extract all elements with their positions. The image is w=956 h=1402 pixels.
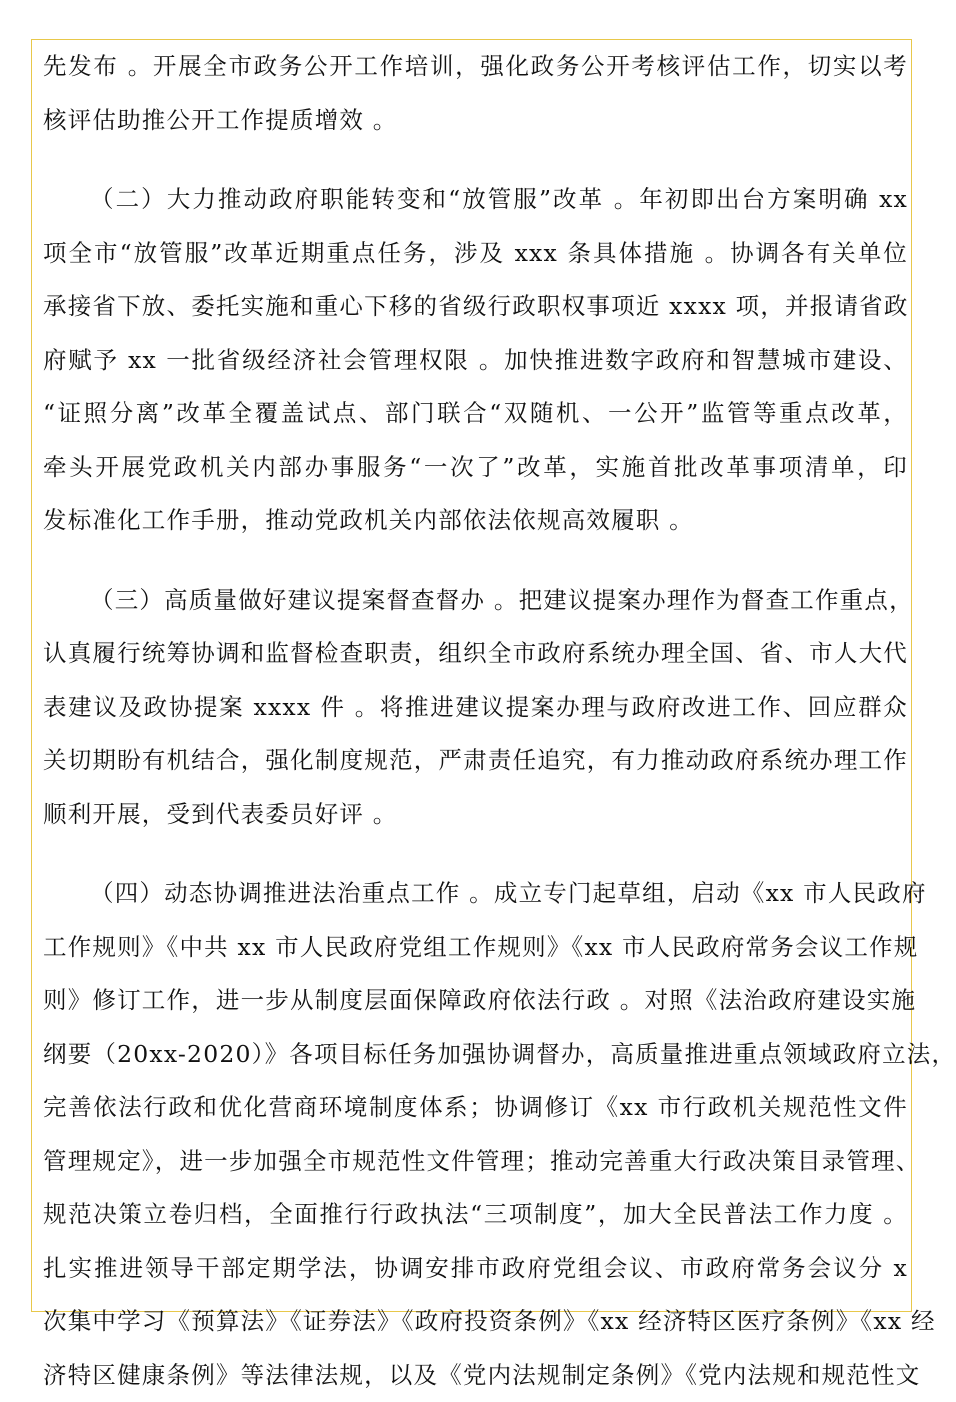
text-line: （二）大力推动政府职能转变和“放管服”改革 。年初即出台方案明确 xx	[43, 173, 908, 227]
paragraph	[43, 40, 908, 147]
text-line: 工作规则》《中共 xx 市人民政府党组工作规则》《xx 市人民政府常务会议工作规	[43, 921, 908, 975]
text-line: 济特区健康条例》等法律法规，以及《党内法规制定条例》《党内法规和规范性文	[43, 1349, 908, 1402]
paragraph	[43, 574, 908, 842]
text-line: 则》修订工作，进一步从制度层面保障政府依法行政 。对照《法治政府建设实施	[43, 974, 908, 1028]
text-line: 管理规定》，进一步加强全市规范性文件管理；推动完善重大行政决策目录管理、	[43, 1135, 908, 1189]
paragraph	[43, 867, 908, 1402]
paragraph	[43, 173, 908, 548]
text-line: 先发布 。开展全市政务公开工作培训，强化政务公开考核评估工作，切实以考	[43, 40, 908, 94]
text-line: 扎实推进领导干部定期学法，协调安排市政府党组会议、市政府常务会议分 x	[43, 1242, 908, 1296]
document-body	[43, 40, 908, 1402]
text-line: 认真履行统筹协调和监督检查职责，组织全市政府系统办理全国、省、市人大代	[43, 627, 908, 681]
page-frame	[31, 39, 912, 1312]
text-line: 顺利开展，受到代表委员好评 。	[43, 788, 908, 842]
text-line: （三）高质量做好建议提案督查督办 。把建议提案办理作为督查工作重点，	[43, 574, 908, 628]
text-line: 关切期盼有机结合，强化制度规范，严肃责任追究，有力推动政府系统办理工作	[43, 734, 908, 788]
text-line: 发标准化工作手册，推动党政机关内部依法依规高效履职 。	[43, 494, 908, 548]
text-line: 牵头开展党政机关内部办事服务“一次了”改革，实施首批改革事项清单，印	[43, 441, 908, 495]
text-line: 纲要（20xx-2020）》各项目标任务加强协调督办，高质量推进重点领域政府立法，	[43, 1028, 908, 1082]
text-line: （四）动态协调推进法治重点工作 。成立专门起草组，启动《xx 市人民政府	[43, 867, 908, 921]
text-line: 项全市“放管服”改革近期重点任务，涉及 xxx 条具体措施 。协调各有关单位	[43, 227, 908, 281]
text-line: 次集中学习《预算法》《证券法》《政府投资条例》《xx 经济特区医疗条例》《xx 经	[43, 1295, 908, 1349]
text-line: 核评估助推公开工作提质增效 。	[43, 94, 908, 148]
text-line: 规范决策立卷归档，全面推行行政执法“三项制度”，加大全民普法工作力度 。	[43, 1188, 908, 1242]
text-line: 府赋予 xx 一批省级经济社会管理权限 。加快推进数字政府和智慧城市建设、	[43, 334, 908, 388]
text-line: 承接省下放、委托实施和重心下移的省级行政职权事项近 xxxx 项，并报请省政	[43, 280, 908, 334]
text-line: 表建议及政协提案 xxxx 件 。将推进建议提案办理与政府改进工作、回应群众	[43, 681, 908, 735]
text-line: 完善依法行政和优化营商环境制度体系；协调修订《xx 市行政机关规范性文件	[43, 1081, 908, 1135]
text-line: “证照分离”改革全覆盖试点、部门联合“双随机、一公开”监管等重点改革，	[43, 387, 908, 441]
